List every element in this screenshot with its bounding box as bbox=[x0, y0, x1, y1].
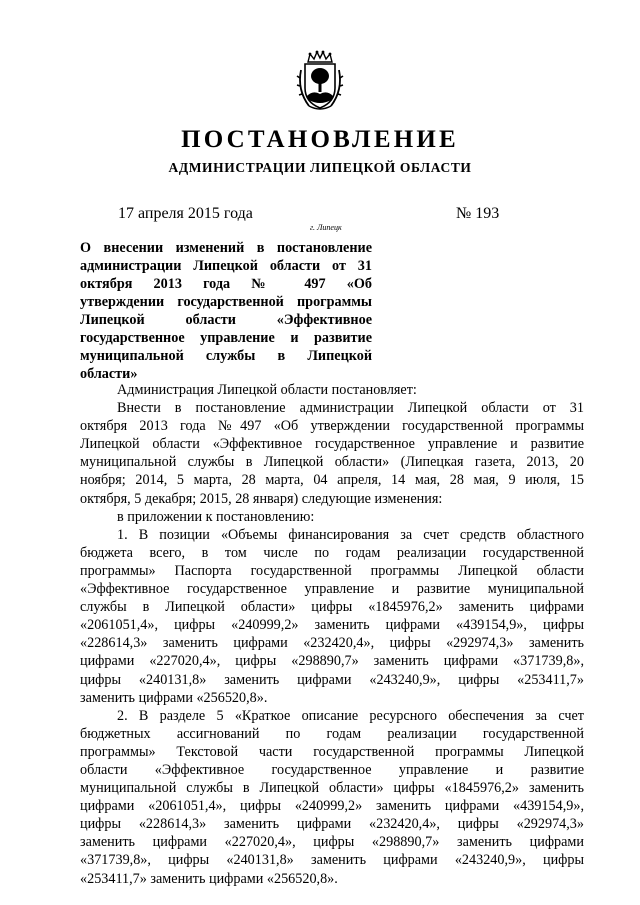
body-line: цифрами «227020,4», цифры «298890,7» заменить цифрами «371739,8», bbox=[80, 653, 584, 670]
body-line: программы» Текстовой части государственной программы Липецкой bbox=[80, 743, 584, 760]
body-line: Липецкой области «Эффективное государственное управление и развитие bbox=[80, 436, 584, 453]
document-subtitle: АДМИНИСТРАЦИИ ЛИПЕЦКОЙ ОБЛАСТИ bbox=[168, 160, 472, 175]
body-line: 1. В позиции «Объемы финансирования за счет средств областного bbox=[117, 526, 584, 543]
body-line: бюджетных ассигнований по годам реализации государственной bbox=[80, 725, 584, 742]
body-line: заменить цифрами «227020,4», цифры «298890,7» заменить цифрами bbox=[80, 834, 584, 851]
body-line: программы» Паспорта государственной программы Липецкой области bbox=[80, 562, 584, 579]
heading-line: государственное управление и развитие bbox=[80, 330, 372, 346]
body-line: муниципальной службы в Липецкой области» цифры «1845976,2» заменить bbox=[80, 780, 584, 797]
document-number: № 193 bbox=[456, 205, 500, 222]
document-city: г. Липецк bbox=[310, 223, 342, 232]
heading-line: Липецкой области «Эффективное bbox=[80, 312, 372, 328]
body-line: цифрами «2061051,4», цифры «240999,2» заменить цифрами «439154,9», bbox=[80, 798, 584, 815]
heading-line: области» bbox=[80, 366, 138, 382]
body-line: 2. В разделе 5 «Краткое описание ресурсного обеспечения за счет bbox=[117, 707, 584, 724]
body-line: заменить цифрами «256520,8». bbox=[80, 689, 268, 706]
body-line: октября 2013 года №497 «Об утверждении государственной программы bbox=[80, 418, 584, 435]
resolution-body bbox=[80, 381, 584, 888]
body-line: цифры «240131,8» заменить цифрами «243240,9», цифры «253411,7» bbox=[80, 671, 584, 688]
body-line: в приложении к постановлению: bbox=[117, 508, 315, 525]
coat-of-arms-emblem bbox=[295, 50, 345, 112]
body-line: области «Эффективное государственное управление и развитие bbox=[80, 761, 584, 778]
body-line: бюджета всего, в том числе по годам реализации государственной bbox=[80, 544, 584, 561]
document-title: ПОСТАНОВЛЕНИЕ bbox=[181, 126, 459, 153]
heading-line: октября 2013 года № 497 «Об bbox=[80, 276, 372, 292]
body-line: муниципальной службы в Липецкой области» (Липецкая газета, 2013, 20 bbox=[80, 454, 584, 471]
heading-line: администрации Липецкой области от 31 bbox=[80, 258, 372, 274]
resolution-heading bbox=[80, 239, 372, 383]
body-line: «253411,7» заменить цифрами «256520,8». bbox=[80, 870, 338, 887]
body-line: «228614,3» заменить цифрами «232420,4», цифры «292974,3» заменить bbox=[80, 635, 584, 652]
body-line: цифры «228614,3» заменить цифрами «232420,4», цифры «292974,3» bbox=[80, 816, 584, 833]
heading-line: утверждении государственной программы bbox=[80, 294, 372, 310]
body-line: «371739,8», цифры «240131,8» заменить цифрами «243240,9», цифры bbox=[80, 852, 584, 869]
body-line: службы в Липецкой области» цифры «1845976,2» заменить цифрами bbox=[80, 599, 584, 616]
document-date: 17 апреля 2015 года bbox=[118, 205, 253, 222]
heading-line: муниципальной службы в Липецкой bbox=[80, 348, 372, 364]
body-line: октября, 5 декабря; 2015, 28 января) следующие изменения: bbox=[80, 490, 443, 507]
body-line: «Эффективное государственное управление и развитие муниципальной bbox=[80, 581, 584, 598]
body-line: Внести в постановление администрации Липецкой области от 31 bbox=[117, 400, 584, 417]
body-line: Администрация Липецкой области постановляет: bbox=[117, 382, 417, 398]
heading-line: О внесении изменений в постановление bbox=[80, 240, 372, 256]
body-line: «2061051,4», цифры «240999,2» заменить цифрами «439154,9», цифры bbox=[80, 617, 584, 634]
body-line: ноября; 2014, 5 марта, 28 марта, 04 апреля, 14 мая, 28 мая, 9 июля, 15 bbox=[80, 472, 584, 489]
